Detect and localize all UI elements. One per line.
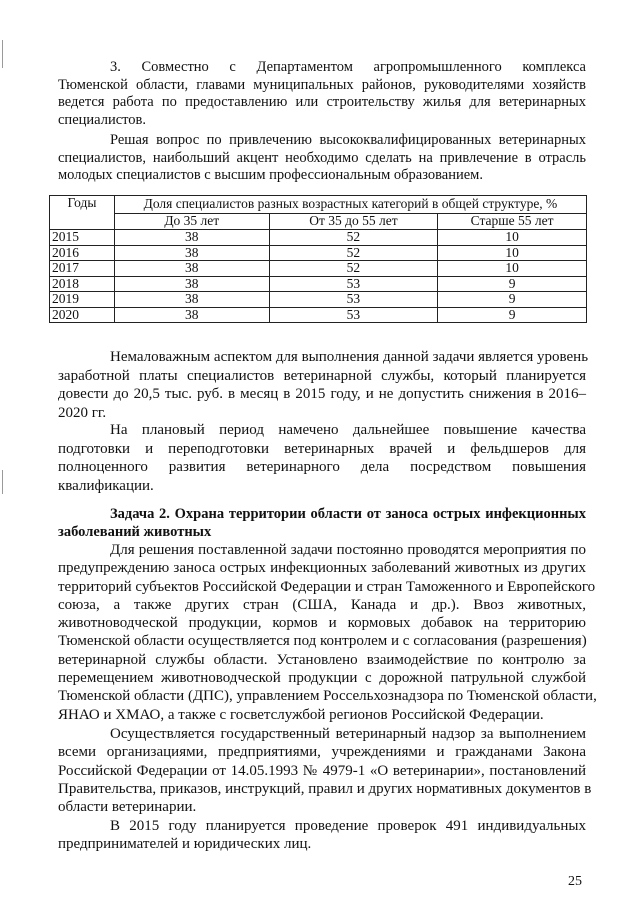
paragraph-young-specialists xyxy=(58,132,586,185)
text-line: полноценного развития ветеринарного дела посредством повышения xyxy=(58,459,586,475)
scan-edge-mark xyxy=(2,470,3,494)
cell-year: 2019 xyxy=(50,292,115,308)
text-line: подготовки и переподготовки ветеринарных врачей и фельдшеров для xyxy=(58,440,586,457)
text-line: Для решения поставленной задачи постоянно проводятся мероприятия по xyxy=(110,542,586,558)
text-line: Немаловажным аспектом для выполнения данной задачи является уровень xyxy=(110,349,589,365)
cell-over-55: 9 xyxy=(438,307,587,323)
text-line: Правительства, приказов, инструкций, правил и других нормативных документов в xyxy=(58,780,592,797)
text-line: специалистов. xyxy=(58,111,147,128)
cell-year: 2020 xyxy=(50,307,115,323)
cell-35-to-55: 53 xyxy=(269,276,438,292)
header-age-share: Доля специалистов разных возрастных категорий в общей структуре, % xyxy=(114,196,586,214)
cell-35-to-55: 52 xyxy=(269,261,438,277)
header-35-to-55: От 35 до 55 лет xyxy=(269,214,438,230)
header-years: Годы xyxy=(50,196,115,230)
paragraph-inspections xyxy=(58,817,586,854)
text-line: квалификации. xyxy=(58,477,154,494)
text-line: Тюменской области, главами муниципальных районов, руководителями хозяйств xyxy=(58,76,586,93)
text-line: В 2015 году планируется проведение проверок 491 индивидуальных xyxy=(110,818,586,834)
text-line: предупреждению заноса острых инфекционных заболеваний животных из других xyxy=(58,560,586,577)
text-line: всеми организациями, предприятиями, учреждениями и гражданами Закона xyxy=(58,744,586,761)
text-line: довести до 20,5 тыс. руб. в месяц в 2015 году, и не допустить снижения в 2016– xyxy=(58,386,586,402)
text-line: ветеринарной службы области. Установлено взаимодействие по контролю за xyxy=(58,651,586,668)
table-row xyxy=(50,230,587,246)
text-line: На плановый период намечено дальнейшее повышение качества xyxy=(110,422,586,438)
heading-line: заболеваний животных xyxy=(58,523,212,540)
text-line: союза, а также других стран (США, Канада и др.). Ввоз животных, xyxy=(58,596,586,613)
text-line: Тюменской области (ДПС), управлением Россельхознадзора по Тюменской области, xyxy=(58,688,597,705)
cell-over-55: 9 xyxy=(438,292,587,308)
text-line: Российской Федерации от 14.05.1993 № 4979-1 «О ветеринарии», постановлений xyxy=(58,762,586,779)
table-row xyxy=(50,307,587,323)
text-line: ведется работа по предоставлению или строительству жилья для ветеринарных xyxy=(58,94,586,111)
cell-under-35: 38 xyxy=(114,261,269,277)
header-over-55: Старше 55 лет xyxy=(438,214,587,230)
cell-35-to-55: 53 xyxy=(269,307,438,323)
cell-under-35: 38 xyxy=(114,245,269,261)
cell-under-35: 38 xyxy=(114,292,269,308)
table-subheader-row xyxy=(50,214,587,230)
cell-35-to-55: 52 xyxy=(269,230,438,246)
text-line: Решая вопрос по привлечению высококвалифицированных ветеринарных xyxy=(110,132,586,148)
cell-under-35: 38 xyxy=(114,230,269,246)
table-row xyxy=(50,245,587,261)
header-under-35: До 35 лет xyxy=(114,214,269,230)
paragraph-supervision xyxy=(58,725,592,816)
table-header-row xyxy=(50,196,587,214)
cell-35-to-55: 53 xyxy=(269,292,438,308)
cell-year: 2016 xyxy=(50,245,115,261)
text-line: территорий субъектов Российской Федерации и стран Таможенного и Европейского xyxy=(58,578,596,595)
cell-under-35: 38 xyxy=(114,307,269,323)
page-number: 25 xyxy=(568,874,582,889)
paragraph-housing xyxy=(58,59,586,129)
paragraph-training xyxy=(58,421,586,495)
cell-over-55: 10 xyxy=(438,230,587,246)
text-line: Тюменской области осуществляется под контролем и с согласования (разрешения) xyxy=(58,633,587,650)
text-line: предпринимателей и юридических лиц. xyxy=(58,836,312,853)
text-line: Осуществляется государственный ветеринарный надзор за выполнением xyxy=(110,726,586,742)
cell-year: 2018 xyxy=(50,276,115,292)
cell-year: 2015 xyxy=(50,230,115,246)
cell-year: 2017 xyxy=(50,261,115,277)
cell-over-55: 10 xyxy=(438,245,587,261)
table-row xyxy=(50,292,587,308)
text-line: ЯНАО и ХМАО, а также с госветслужбой регионов Российской Федерации. xyxy=(58,706,544,723)
scan-edge-mark xyxy=(2,40,3,68)
age-structure-table xyxy=(49,195,587,323)
text-line: молодых специалистов с высшим профессиональным образованием. xyxy=(58,167,483,184)
text-line: животноводческой продукции, кормов и кормовых добавок на территорию xyxy=(58,615,586,632)
text-line: 3. Совместно с Департаментом агропромышленного комплекса xyxy=(110,59,586,75)
cell-over-55: 10 xyxy=(438,261,587,277)
heading-line: Задача 2. Охрана территории области от заноса острых инфекционных xyxy=(110,506,586,522)
text-line: специалистов, наибольший акцент необходимо сделать на привлечение в отрасль xyxy=(58,149,586,166)
text-line: 2020 гг. xyxy=(58,404,107,421)
text-line: области ветеринарии. xyxy=(58,799,197,816)
text-line: заработной платы специалистов ветеринарной службы, который планируется xyxy=(58,367,586,384)
cell-over-55: 9 xyxy=(438,276,587,292)
table-row xyxy=(50,276,587,292)
cell-under-35: 38 xyxy=(114,276,269,292)
text-line: перемещением животноводческой продукции с дорожной патрульной службой xyxy=(58,670,586,687)
paragraph-salary xyxy=(58,348,589,422)
task2-heading xyxy=(58,506,586,541)
paragraph-prevention xyxy=(58,541,597,724)
table-row xyxy=(50,261,587,277)
cell-35-to-55: 52 xyxy=(269,245,438,261)
